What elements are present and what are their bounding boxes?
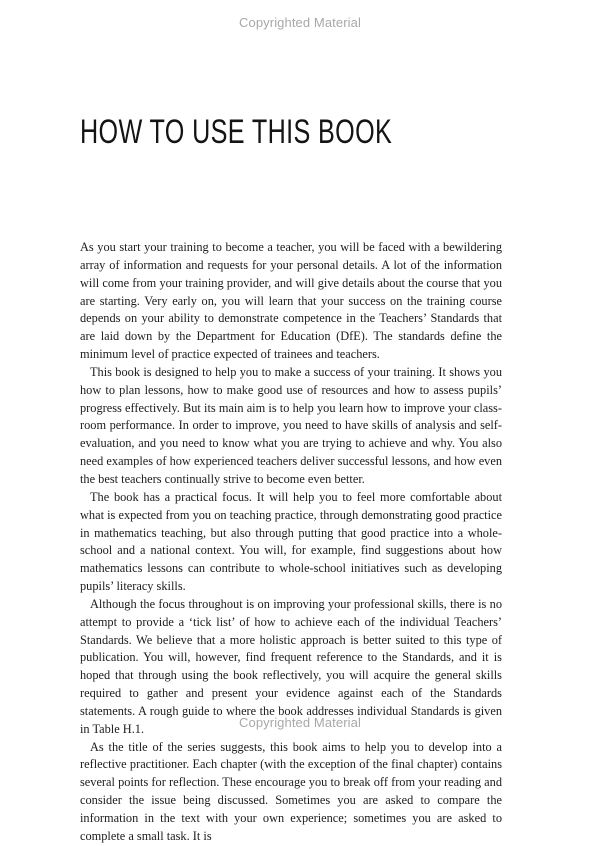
- body-text: [80, 239, 502, 846]
- copyright-watermark-bottom: Copyrighted Material: [239, 715, 361, 730]
- page-title: HOW TO USE THIS BOOK: [80, 113, 393, 151]
- copyright-watermark-top: Copyrighted Material: [239, 15, 361, 30]
- paragraph-standards: Although the focus throughout is on improving your professional skills, there is no attempt to provide a ‘tick list’ of how to achieve each of the individual Teachers’ Standards. We believe that a more holistic approach is better suited to this type of publication. You will, however, find frequent reference to the Standards, and it is hoped that through using the book reflectively, you will acquire the general skills required to gather and present your evidence against each of the Standards statements. A rough guide to where the book addresses individual Standards is given in Table H.1.: [80, 596, 502, 736]
- paragraph-book-purpose: This book is designed to help you to make a success of your training. It shows you how to plan lessons, how to make good use of resources and how to assess pupils’ progress effectively. But its main aim is to help you learn how to improve your classroom performance. In order to improve, you need to have skills of analysis and self-evaluation, and you need to know what you are trying to achieve and why. You also need examples of how experienced teachers deliver successful lessons, and how even the best teachers continually strive to become even better.: [80, 364, 502, 486]
- paragraph-reflective-practitioner: As the title of the series suggests, this book aims to help you to develop into a reflective practitioner. Each chapter (with the exception of the final chapter) contains several points for reflection. These encourage you to break off from your reading and consider the issue being discussed. Sometimes you are asked to compare the information in the text with your own experience; sometimes you are asked to complete a small task. It is: [80, 739, 502, 843]
- paragraph-intro: As you start your training to become a teacher, you will be faced with a bewildering array of information and requests for your personal details. A lot of the information will come from your training provider, and will give details about the course that you are starting. Very early on, you will learn that your success on the training course depends on your ability to demonstrate competence in the Teachers’ Standards that are laid down by the Department for Education (DfE). The standards define the minimum level of practice expected of trainees and teachers.: [80, 240, 502, 362]
- paragraph-practical-focus: The book has a practical focus. It will help you to feel more comfortable about what is expected from you on teaching practice, through demonstrating good practice in mathematics teaching, but also through putting that good practice into a whole-school and a national context. You will, for example, find suggestions about how mathematics lessons can contribute to whole-school initiatives such as developing pupils’ literacy skills.: [80, 489, 502, 594]
